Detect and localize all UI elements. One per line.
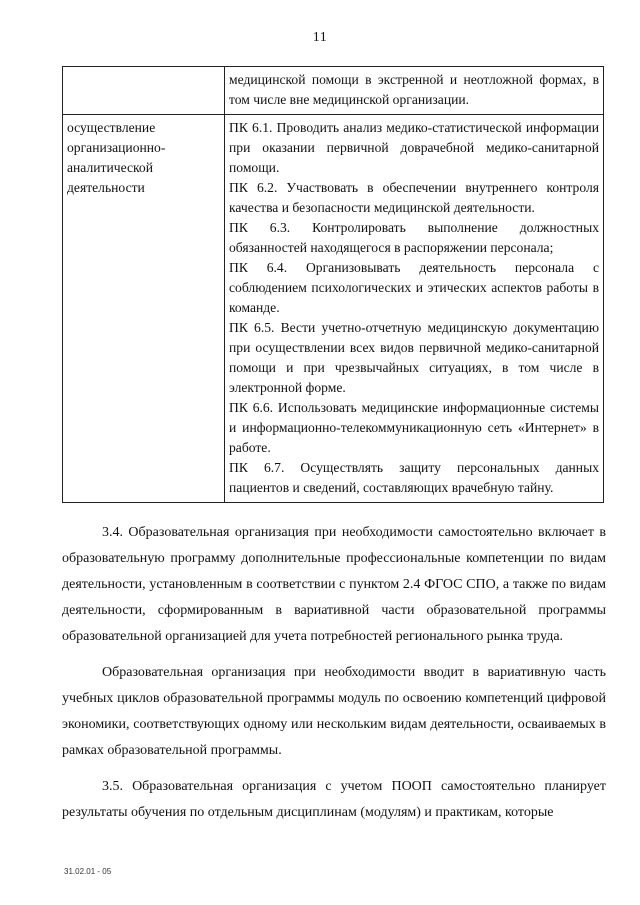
competency-text: медицинской помощи в экстренной и неотложной формах, в том числе вне медицинской организации.: [229, 72, 599, 107]
competency-item: ПК 6.2. Участвовать в обеспечении внутреннего контроля качества и безопасности медицинской деятельности.: [229, 180, 599, 215]
competency-item: ПК 6.1. Проводить анализ медико-статистической информации при оказании первичной доврачебной медико-санитарной помощи.: [229, 120, 599, 175]
competency-item: ПК 6.7. Осуществлять защиту персональных данных пациентов и сведений, составляющих врачебную тайну.: [229, 460, 599, 495]
table-cell-competencies: [225, 115, 604, 503]
table-cell-activity: [63, 115, 225, 503]
competency-item: ПК 6.6. Использовать медицинские информационные системы и информационно-телекоммуникационную сеть «Интернет» в работе.: [229, 400, 599, 455]
paragraph-3-5: 3.5. Образовательная организация с учетом ПООП самостоятельно планирует результаты обучения по отдельным дисциплинам (модулям) и практикам, которые: [62, 779, 606, 820]
footer-code: 31.02.01 - 05: [64, 867, 112, 876]
competency-item: ПК 6.4. Организовывать деятельность персонала с соблюдением психологических и этических аспектов работы в команде.: [229, 260, 599, 315]
activity-label-line: осуществление: [67, 120, 156, 135]
competency-item: ПК 6.3. Контролировать выполнение должностных обязанностей находящегося в распоряжении персонала;: [229, 220, 599, 255]
activity-label-line: деятельности: [67, 180, 145, 195]
table-cell-activity: [63, 67, 225, 115]
table-row: [63, 115, 604, 503]
activity-label-line: организационно-: [67, 140, 166, 155]
activity-label-line: аналитической: [67, 160, 153, 175]
competency-item: ПК 6.5. Вести учетно-отчетную медицинскую документацию при осуществлении всех видов первичной медико-санитарной помощи и при чрезвычайных ситуациях, в том числе в электронной форме.: [229, 320, 599, 395]
table-cell-competencies: [225, 67, 604, 115]
paragraph-digital-economy: Образовательная организация при необходимости вводит в вариативную часть учебных циклов образовательной программы модуль по освоению компетенций цифровой экономики, соответствующих одному или нескольким видам деятельности, осваиваемых в рамках образовательной программы.: [62, 665, 606, 758]
paragraph-3-4: 3.4. Образовательная организация при необходимости самостоятельно включает в образовательную программу дополнительные профессиональные компетенции по видам деятельности, установленным в соответствии с пунктом 2.4 ФГОС СПО, а также по видам деятельности, сформированным в вариативной части образовательной программы образовательной организацией для учета потребностей регионального рынка труда.: [62, 525, 606, 644]
body-text: [62, 520, 606, 826]
table-row: [63, 67, 604, 115]
page-number: 11: [312, 30, 328, 45]
competencies-table: [62, 66, 604, 503]
